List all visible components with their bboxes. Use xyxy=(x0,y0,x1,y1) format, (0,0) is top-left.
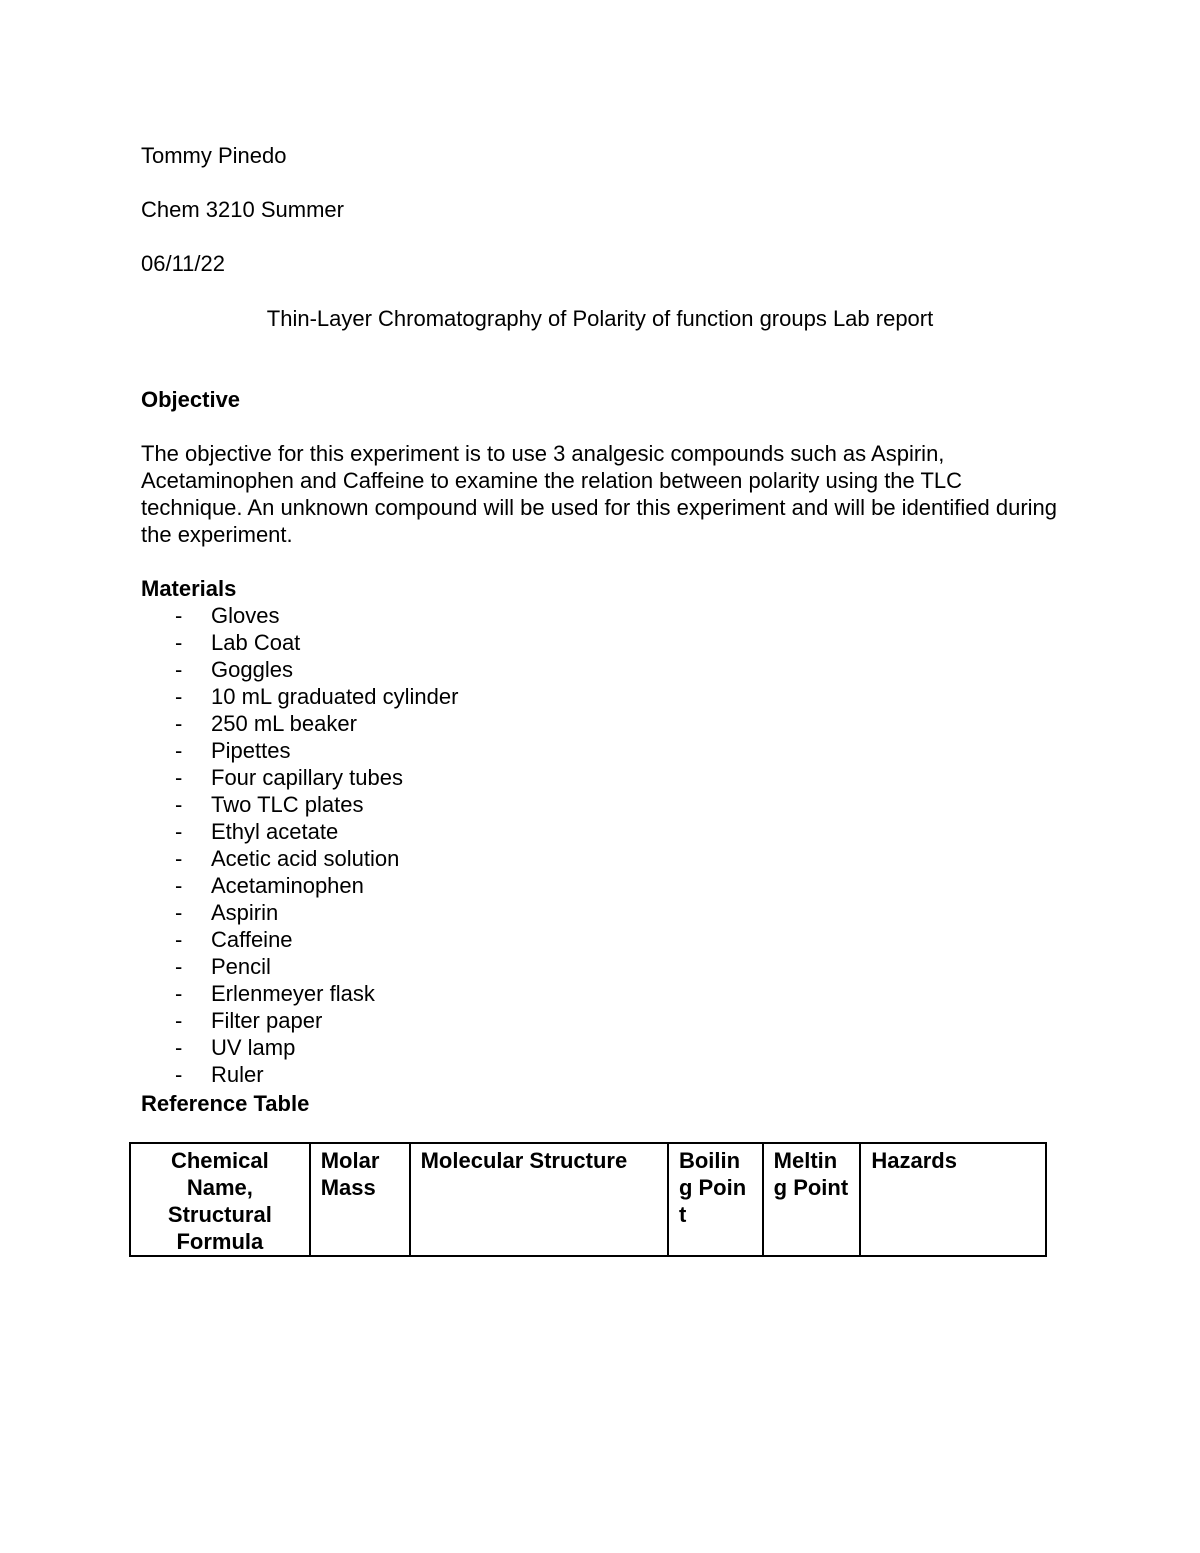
document-page: Tommy Pinedo Chem 3210 Summer 06/11/22 Thin-Layer Chromatography of Polarity of function groups Lab report Objective The objective for this experiment is to use 3 analgesic compounds such as Aspirin, Acetaminophen and Caffeine to examine the relation between polarity using the TLC technique. An unknown compound will be used for this experiment and will be identified during the experiment. Materials - Gloves - Lab Coat - Goggles - 10 mL graduated cylinder - 250 mL beaker - Pipettes - Four capillary tubes - Two TLC plates - Ethyl acetate - Acetic acid solution - Acetaminophen - Aspirin - Caffeine - Pencil - Erlenmeyer flask - Filter paper - UV lamp - Ruler Reference Table Chemical Name, Structural Formula Molar Mass Molecular Structure Boiling Point Melting Point Hazards xyxy=(0,0,1200,1553)
column-header-hazards: Hazards xyxy=(860,1143,1046,1256)
author-name: Tommy Pinedo xyxy=(141,143,287,168)
materials-heading: Materials xyxy=(141,576,237,601)
course-name: Chem 3210 Summer xyxy=(141,197,344,222)
reference-table xyxy=(129,1142,1047,1257)
column-header-molecular-structure: Molecular Structure xyxy=(410,1143,668,1256)
objective-text: The objective for this experiment is to use 3 analgesic compounds such as Aspirin, Acetaminophen and Caffeine to examine the relation between polarity using the TLC technique. An unknown compound will be used for this experiment and will be identified during the experiment. xyxy=(141,441,1058,547)
table-header-row xyxy=(130,1143,1046,1256)
report-date: 06/11/22 xyxy=(141,251,226,276)
column-header-chemical-name: Chemical Name, Structural Formula xyxy=(130,1143,310,1256)
objective-heading: Objective xyxy=(141,387,241,412)
reference-table-heading: Reference Table xyxy=(141,1091,310,1116)
column-header-boiling-point: Boiling Point xyxy=(668,1143,763,1256)
report-title: Thin-Layer Chromatography of Polarity of function groups Lab report xyxy=(266,306,934,331)
column-header-melting-point: Melting Point xyxy=(763,1143,861,1256)
column-header-molar-mass: Molar Mass xyxy=(310,1143,410,1256)
